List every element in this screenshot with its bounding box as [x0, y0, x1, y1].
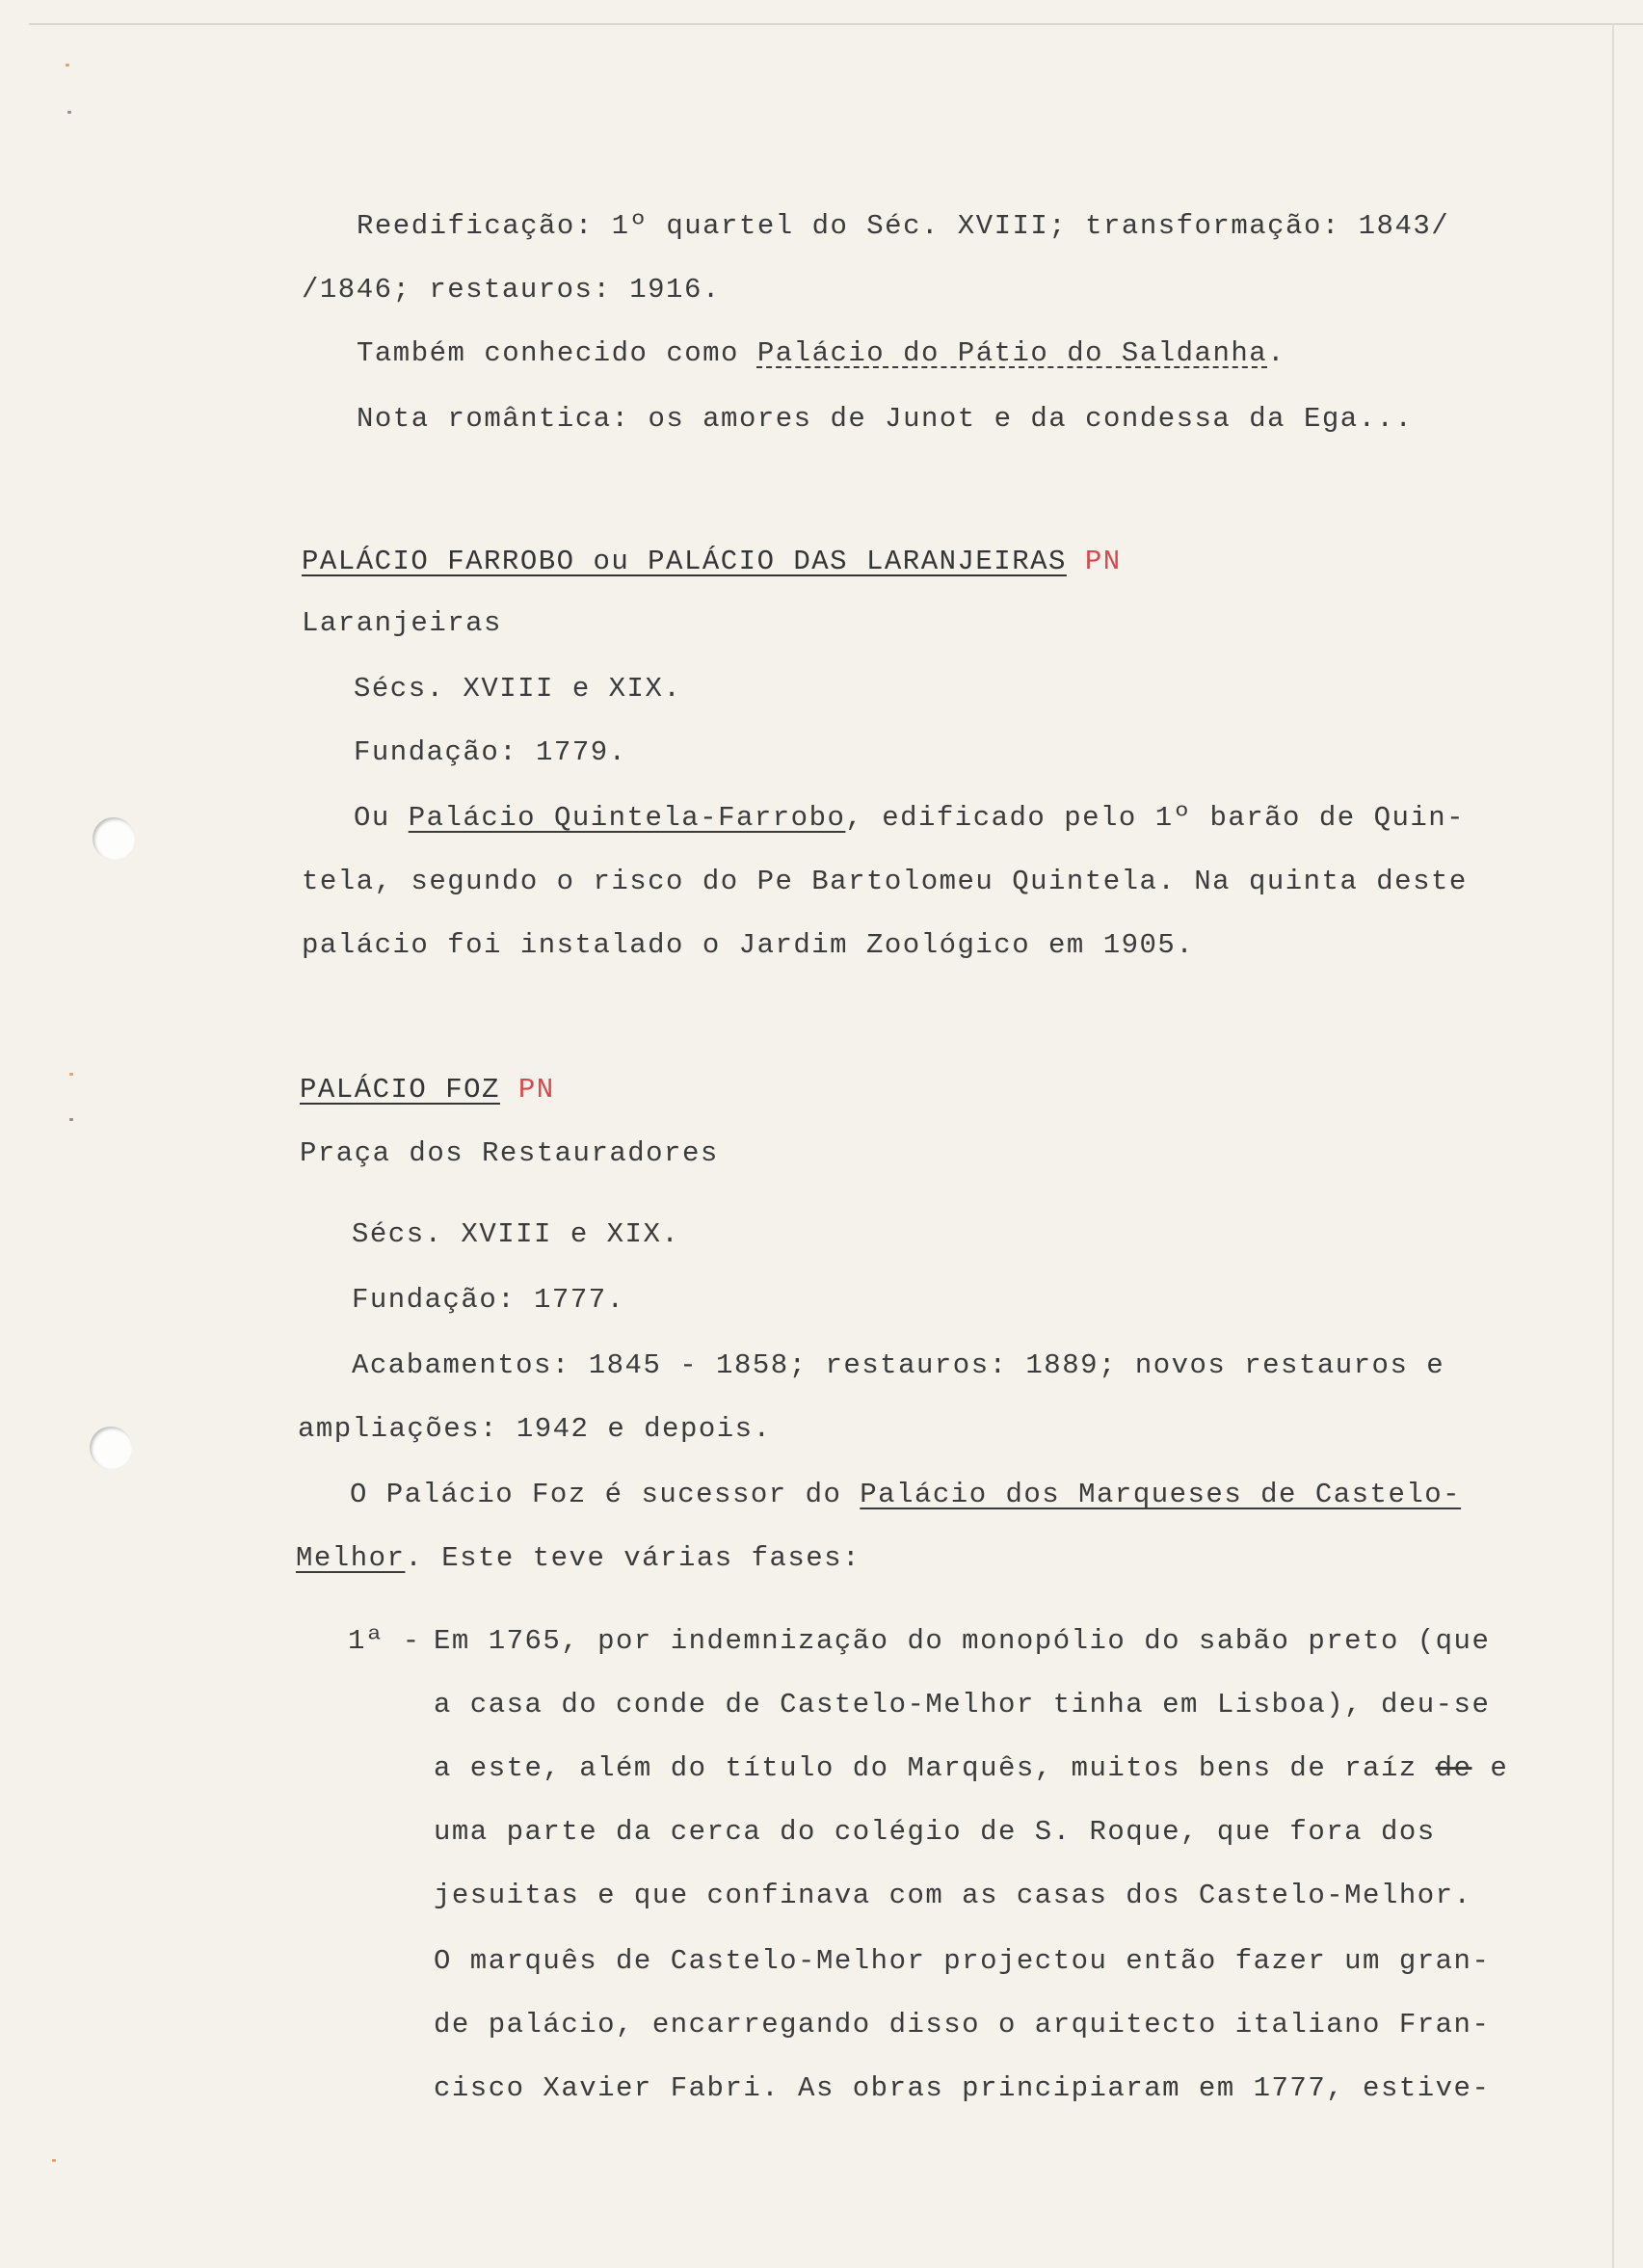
text-span: e	[1471, 1752, 1509, 1784]
palace-name: Palácio dos Marqueses de Castelo-	[860, 1479, 1462, 1510]
section-heading	[302, 546, 1122, 578]
section-title: PALÁCIO FARROBO ou PALÁCIO DAS LARANJEIRAS	[302, 546, 1067, 577]
text-line	[354, 802, 1465, 835]
text-span: Também conhecido como	[357, 337, 757, 369]
list-item-line: uma parte da cerca do colégio de S. Roque, que fora dos	[434, 1816, 1436, 1848]
text-line: /1846; restauros: 1916.	[302, 274, 721, 306]
text-span: . Este teve várias fases:	[405, 1542, 861, 1574]
punch-hole	[90, 1427, 132, 1469]
text-span: .	[1267, 337, 1286, 369]
list-item-line: Em 1765, por indemnização do monopólio do sabão preto (que	[434, 1625, 1491, 1657]
pn-tag: PN	[1084, 546, 1122, 577]
text-line: Acabamentos: 1845 - 1858; restauros: 1889; novos restauros e	[352, 1349, 1445, 1381]
text-line: ampliações: 1942 e depois.	[298, 1413, 772, 1445]
text-line: palácio foi instalado o Jardim Zoológico em 1905.	[302, 929, 1195, 961]
text-span: O Palácio Foz é sucessor do	[350, 1479, 861, 1510]
palace-name: Melhor	[296, 1542, 406, 1574]
palace-name: Palácio Quintela-Farrobo	[408, 802, 846, 834]
text-line: Reedificação: 1º quartel do Séc. XVIII; transformação: 1843/	[357, 210, 1450, 242]
list-item-line: a casa do conde de Castelo-Melhor tinha em Lisboa), deu-se	[434, 1689, 1491, 1721]
paper-speck	[69, 1118, 73, 1121]
struck-text: de	[1435, 1752, 1472, 1784]
punch-hole	[93, 817, 135, 860]
palace-name: Palácio do Pátio do Saldanha	[756, 337, 1268, 369]
paper-speck	[67, 111, 71, 114]
list-item-line: O marquês de Castelo-Melhor projectou então fazer um gran-	[434, 1945, 1491, 1977]
page-right-edge	[1612, 23, 1614, 2268]
text-span: Ou	[354, 802, 409, 834]
paper-speck	[69, 1073, 73, 1076]
location-line: Praça dos Restauradores	[300, 1137, 719, 1169]
section-heading	[300, 1074, 555, 1107]
paper-speck	[52, 2159, 56, 2162]
text-line: Fundação: 1779.	[354, 736, 627, 768]
list-item-line: de palácio, encarregando disso o arquitecto italiano Fran-	[434, 2009, 1491, 2041]
paper-speck	[66, 64, 69, 67]
page-top-edge	[29, 23, 1643, 25]
location-line: Laranjeiras	[302, 607, 502, 639]
text-line	[350, 1479, 1461, 1511]
list-item-line: jesuitas e que confinava com as casas dos Castelo-Melhor.	[434, 1880, 1472, 1911]
text-line: Fundação: 1777.	[352, 1284, 625, 1316]
text-line: Nota romântica: os amores de Junot e da condessa da Ega...	[357, 403, 1414, 435]
text-span: , edificado pelo 1º barão de Quin-	[845, 802, 1466, 834]
text-span: a este, além do título do Marquês, muitos bens de raíz	[434, 1752, 1436, 1784]
pn-tag: PN	[517, 1074, 555, 1106]
list-number: 1ª -	[348, 1625, 421, 1657]
text-line: Sécs. XVIII e XIX.	[352, 1218, 680, 1250]
list-item-line: cisco Xavier Fabri. As obras principiaram em 1777, estive-	[434, 2072, 1491, 2104]
text-line: tela, segundo o risco do Pe Bartolomeu Quintela. Na quinta deste	[302, 866, 1468, 897]
list-item-line	[434, 1752, 1508, 1785]
text-line	[296, 1542, 861, 1575]
text-line	[357, 337, 1285, 370]
section-title: PALÁCIO FOZ	[300, 1074, 500, 1106]
text-line: Sécs. XVIII e XIX.	[354, 673, 682, 705]
